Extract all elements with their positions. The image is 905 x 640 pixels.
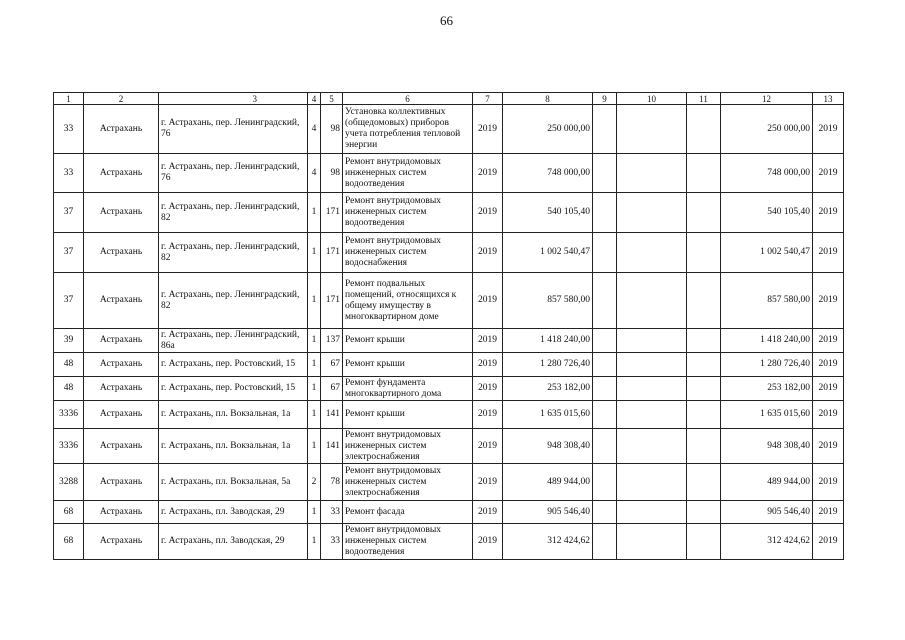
table-cell-col-8: 948 308,40 bbox=[503, 429, 593, 464]
table-cell-col-6: Ремонт внутридомовых инженерных систем водоснабжения bbox=[343, 233, 473, 273]
table-cell-col-2: Астрахань bbox=[84, 401, 159, 429]
table-cell-col-6: Ремонт фундамента многоквартирного дома bbox=[343, 377, 473, 401]
table-cell-col-7: 2019 bbox=[473, 429, 503, 464]
column-number: 7 bbox=[473, 93, 503, 105]
table-cell-col-7: 2019 bbox=[473, 329, 503, 353]
table-cell-col-2: Астрахань bbox=[84, 273, 159, 329]
table-cell-col-2: Астрахань bbox=[84, 524, 159, 560]
table-row bbox=[54, 464, 844, 501]
column-number: 13 bbox=[813, 93, 844, 105]
column-number: 12 bbox=[721, 93, 813, 105]
table-cell-col-11 bbox=[687, 464, 721, 501]
table-cell-col-13: 2019 bbox=[813, 105, 844, 154]
table-cell-col-4: 1 bbox=[308, 329, 321, 353]
table-row bbox=[54, 105, 844, 154]
table-cell-col-5: 171 bbox=[321, 273, 343, 329]
table-cell-col-11 bbox=[687, 273, 721, 329]
table-cell-col-11 bbox=[687, 154, 721, 193]
table-cell-col-5: 141 bbox=[321, 429, 343, 464]
table-cell-col-6: Ремонт внутридомовых инженерных систем водоотведения bbox=[343, 193, 473, 233]
table-cell-col-12: 1 002 540,47 bbox=[721, 233, 813, 273]
table-cell-col-9 bbox=[593, 154, 617, 193]
table-cell-col-11 bbox=[687, 353, 721, 377]
table-cell-col-3: г. Астрахань, пер. Ленинградский, 82 bbox=[159, 193, 308, 233]
table-cell-col-4: 1 bbox=[308, 401, 321, 429]
table-cell-col-4: 1 bbox=[308, 353, 321, 377]
table-cell-col-4: 1 bbox=[308, 233, 321, 273]
table-cell-col-9 bbox=[593, 193, 617, 233]
table-cell-col-10 bbox=[617, 329, 687, 353]
column-number: 6 bbox=[343, 93, 473, 105]
table-cell-col-8: 312 424,62 bbox=[503, 524, 593, 560]
table-cell-col-7: 2019 bbox=[473, 154, 503, 193]
table-cell-col-2: Астрахань bbox=[84, 193, 159, 233]
table-cell-col-10 bbox=[617, 401, 687, 429]
table-cell-col-2: Астрахань bbox=[84, 233, 159, 273]
table-row bbox=[54, 193, 844, 233]
table-cell-col-2: Астрахань bbox=[84, 329, 159, 353]
table-cell-col-7: 2019 bbox=[473, 193, 503, 233]
table-cell-col-1: 33 bbox=[54, 154, 84, 193]
table-cell-col-3: г. Астрахань, пер. Ленинградский, 82 bbox=[159, 273, 308, 329]
table-cell-col-6: Ремонт внутридомовых инженерных систем водоотведения bbox=[343, 154, 473, 193]
table-cell-col-8: 1 002 540,47 bbox=[503, 233, 593, 273]
table-cell-col-4: 1 bbox=[308, 377, 321, 401]
table-cell-col-1: 3336 bbox=[54, 429, 84, 464]
table-row bbox=[54, 233, 844, 273]
table-cell-col-1: 48 bbox=[54, 353, 84, 377]
table-cell-col-10 bbox=[617, 193, 687, 233]
table-cell-col-5: 171 bbox=[321, 193, 343, 233]
page-number: 66 bbox=[440, 13, 453, 28]
table-cell-col-6: Ремонт крыши bbox=[343, 401, 473, 429]
table-cell-col-13: 2019 bbox=[813, 353, 844, 377]
table-cell-col-7: 2019 bbox=[473, 524, 503, 560]
table-cell-col-8: 250 000,00 bbox=[503, 105, 593, 154]
table-cell-col-2: Астрахань bbox=[84, 377, 159, 401]
table-row bbox=[54, 501, 844, 524]
table-cell-col-8: 540 105,40 bbox=[503, 193, 593, 233]
table-cell-col-4: 1 bbox=[308, 193, 321, 233]
table-row bbox=[54, 524, 844, 560]
table-cell-col-5: 67 bbox=[321, 377, 343, 401]
table-cell-col-9 bbox=[593, 464, 617, 501]
table-cell-col-7: 2019 bbox=[473, 353, 503, 377]
table-cell-col-12: 489 944,00 bbox=[721, 464, 813, 501]
table-cell-col-10 bbox=[617, 273, 687, 329]
table-cell-col-12: 1 418 240,00 bbox=[721, 329, 813, 353]
table-cell-col-12: 250 000,00 bbox=[721, 105, 813, 154]
table-cell-col-8: 1 280 726,40 bbox=[503, 353, 593, 377]
table-cell-col-11 bbox=[687, 429, 721, 464]
table-cell-col-9 bbox=[593, 105, 617, 154]
table-cell-col-1: 68 bbox=[54, 501, 84, 524]
table-cell-col-7: 2019 bbox=[473, 401, 503, 429]
table-cell-col-11 bbox=[687, 501, 721, 524]
table-cell-col-4: 1 bbox=[308, 524, 321, 560]
table-cell-col-3: г. Астрахань, пл. Вокзальная, 1а bbox=[159, 429, 308, 464]
table-cell-col-9 bbox=[593, 429, 617, 464]
table-cell-col-1: 39 bbox=[54, 329, 84, 353]
table-row bbox=[54, 377, 844, 401]
table-cell-col-5: 98 bbox=[321, 105, 343, 154]
table-cell-col-8: 905 546,40 bbox=[503, 501, 593, 524]
table-cell-col-12: 1 635 015,60 bbox=[721, 401, 813, 429]
table-cell-col-2: Астрахань bbox=[84, 105, 159, 154]
table-cell-col-11 bbox=[687, 193, 721, 233]
table-row bbox=[54, 353, 844, 377]
table-cell-col-3: г. Астрахань, пл. Заводская, 29 bbox=[159, 524, 308, 560]
table-row bbox=[54, 154, 844, 193]
table-cell-col-7: 2019 bbox=[473, 233, 503, 273]
table-cell-col-12: 748 000,00 bbox=[721, 154, 813, 193]
table-cell-col-12: 312 424,62 bbox=[721, 524, 813, 560]
table-cell-col-5: 33 bbox=[321, 501, 343, 524]
table-cell-col-12: 948 308,40 bbox=[721, 429, 813, 464]
table-cell-col-3: г. Астрахань, пер. Ростовский, 15 bbox=[159, 353, 308, 377]
table-cell-col-13: 2019 bbox=[813, 329, 844, 353]
table-cell-col-7: 2019 bbox=[473, 273, 503, 329]
column-number: 8 bbox=[503, 93, 593, 105]
table-cell-col-6: Ремонт крыши bbox=[343, 329, 473, 353]
table-cell-col-8: 1 635 015,60 bbox=[503, 401, 593, 429]
table-cell-col-13: 2019 bbox=[813, 401, 844, 429]
table-cell-col-5: 78 bbox=[321, 464, 343, 501]
table-cell-col-3: г. Астрахань, пер. Ленинградский, 86а bbox=[159, 329, 308, 353]
table-cell-col-7: 2019 bbox=[473, 501, 503, 524]
table-cell-col-5: 141 bbox=[321, 401, 343, 429]
table-cell-col-5: 137 bbox=[321, 329, 343, 353]
table-cell-col-12: 253 182,00 bbox=[721, 377, 813, 401]
table-cell-col-6: Ремонт внутридомовых инженерных систем электроснабжения bbox=[343, 429, 473, 464]
table-cell-col-11 bbox=[687, 401, 721, 429]
table-cell-col-13: 2019 bbox=[813, 377, 844, 401]
table-cell-col-3: г. Астрахань, пл. Вокзальная, 1а bbox=[159, 401, 308, 429]
table-cell-col-4: 1 bbox=[308, 429, 321, 464]
table-cell-col-12: 857 580,00 bbox=[721, 273, 813, 329]
column-number: 2 bbox=[84, 93, 159, 105]
table-cell-col-1: 37 bbox=[54, 193, 84, 233]
table-cell-col-13: 2019 bbox=[813, 464, 844, 501]
column-number: 3 bbox=[159, 93, 308, 105]
table-cell-col-3: г. Астрахань, пер. Ростовский, 15 bbox=[159, 377, 308, 401]
table-cell-col-7: 2019 bbox=[473, 464, 503, 501]
table-cell-col-6: Ремонт крыши bbox=[343, 353, 473, 377]
table-cell-col-8: 748 000,00 bbox=[503, 154, 593, 193]
table-cell-col-8: 1 418 240,00 bbox=[503, 329, 593, 353]
table-cell-col-3: г. Астрахань, пер. Ленинградский, 82 bbox=[159, 233, 308, 273]
table-cell-col-2: Астрахань bbox=[84, 154, 159, 193]
column-number: 10 bbox=[617, 93, 687, 105]
table-cell-col-1: 37 bbox=[54, 273, 84, 329]
table-cell-col-6: Ремонт фасада bbox=[343, 501, 473, 524]
column-number-row bbox=[54, 93, 844, 105]
table-cell-col-3: г. Астрахань, пл. Вокзальная, 5а bbox=[159, 464, 308, 501]
table-cell-col-11 bbox=[687, 377, 721, 401]
table-cell-col-9 bbox=[593, 353, 617, 377]
table-row bbox=[54, 401, 844, 429]
table-cell-col-2: Астрахань bbox=[84, 429, 159, 464]
table-cell-col-6: Установка коллективных (общедомовых) приборов учета потребления тепловой энергии bbox=[343, 105, 473, 154]
table-cell-col-3: г. Астрахань, пер. Ленинградский, 76 bbox=[159, 105, 308, 154]
table-row bbox=[54, 273, 844, 329]
table-cell-col-10 bbox=[617, 464, 687, 501]
table-cell-col-13: 2019 bbox=[813, 233, 844, 273]
table-row bbox=[54, 329, 844, 353]
table-cell-col-6: Ремонт внутридомовых инженерных систем электроснабжения bbox=[343, 464, 473, 501]
table-cell-col-9 bbox=[593, 329, 617, 353]
table-cell-col-6: Ремонт внутридомовых инженерных систем водоотведения bbox=[343, 524, 473, 560]
table-cell-col-9 bbox=[593, 273, 617, 329]
table-cell-col-8: 253 182,00 bbox=[503, 377, 593, 401]
table-cell-col-9 bbox=[593, 524, 617, 560]
table-cell-col-10 bbox=[617, 501, 687, 524]
table-cell-col-5: 98 bbox=[321, 154, 343, 193]
table-cell-col-11 bbox=[687, 233, 721, 273]
table-cell-col-10 bbox=[617, 233, 687, 273]
table-cell-col-1: 68 bbox=[54, 524, 84, 560]
table-cell-col-7: 2019 bbox=[473, 105, 503, 154]
column-number: 9 bbox=[593, 93, 617, 105]
table-cell-col-13: 2019 bbox=[813, 273, 844, 329]
table-cell-col-7: 2019 bbox=[473, 377, 503, 401]
table-cell-col-4: 4 bbox=[308, 154, 321, 193]
table-cell-col-8: 857 580,00 bbox=[503, 273, 593, 329]
table-cell-col-2: Астрахань bbox=[84, 353, 159, 377]
table-cell-col-11 bbox=[687, 329, 721, 353]
table-cell-col-5: 171 bbox=[321, 233, 343, 273]
table-cell-col-10 bbox=[617, 429, 687, 464]
table-cell-col-3: г. Астрахань, пер. Ленинградский, 76 bbox=[159, 154, 308, 193]
table-cell-col-3: г. Астрахань, пл. Заводская, 29 bbox=[159, 501, 308, 524]
column-number: 4 bbox=[308, 93, 321, 105]
table-cell-col-11 bbox=[687, 524, 721, 560]
table-cell-col-2: Астрахань bbox=[84, 464, 159, 501]
table-cell-col-1: 37 bbox=[54, 233, 84, 273]
table-cell-col-13: 2019 bbox=[813, 193, 844, 233]
table-cell-col-6: Ремонт подвальных помещений, относящихся к общему имуществу в многоквартирном доме bbox=[343, 273, 473, 329]
table-cell-col-9 bbox=[593, 401, 617, 429]
table-cell-col-2: Астрахань bbox=[84, 501, 159, 524]
capital-repair-table bbox=[53, 92, 844, 560]
table-cell-col-12: 1 280 726,40 bbox=[721, 353, 813, 377]
table-cell-col-1: 3288 bbox=[54, 464, 84, 501]
table-cell-col-9 bbox=[593, 377, 617, 401]
table-cell-col-4: 1 bbox=[308, 273, 321, 329]
table-cell-col-13: 2019 bbox=[813, 429, 844, 464]
table-cell-col-12: 905 546,40 bbox=[721, 501, 813, 524]
table-cell-col-12: 540 105,40 bbox=[721, 193, 813, 233]
table-cell-col-11 bbox=[687, 105, 721, 154]
table-cell-col-10 bbox=[617, 154, 687, 193]
table-cell-col-4: 2 bbox=[308, 464, 321, 501]
table-cell-col-10 bbox=[617, 105, 687, 154]
table-cell-col-5: 33 bbox=[321, 524, 343, 560]
table-cell-col-9 bbox=[593, 233, 617, 273]
table-cell-col-4: 1 bbox=[308, 501, 321, 524]
table-cell-col-4: 4 bbox=[308, 105, 321, 154]
table-cell-col-13: 2019 bbox=[813, 524, 844, 560]
column-number: 11 bbox=[687, 93, 721, 105]
table-cell-col-13: 2019 bbox=[813, 501, 844, 524]
table-cell-col-1: 48 bbox=[54, 377, 84, 401]
table-cell-col-13: 2019 bbox=[813, 154, 844, 193]
table-cell-col-10 bbox=[617, 353, 687, 377]
column-number: 1 bbox=[54, 93, 84, 105]
table-cell-col-10 bbox=[617, 377, 687, 401]
table-cell-col-8: 489 944,00 bbox=[503, 464, 593, 501]
table-cell-col-1: 3336 bbox=[54, 401, 84, 429]
column-number: 5 bbox=[321, 93, 343, 105]
table-cell-col-5: 67 bbox=[321, 353, 343, 377]
table-cell-col-10 bbox=[617, 524, 687, 560]
table-cell-col-1: 33 bbox=[54, 105, 84, 154]
table-row bbox=[54, 429, 844, 464]
table-cell-col-9 bbox=[593, 501, 617, 524]
